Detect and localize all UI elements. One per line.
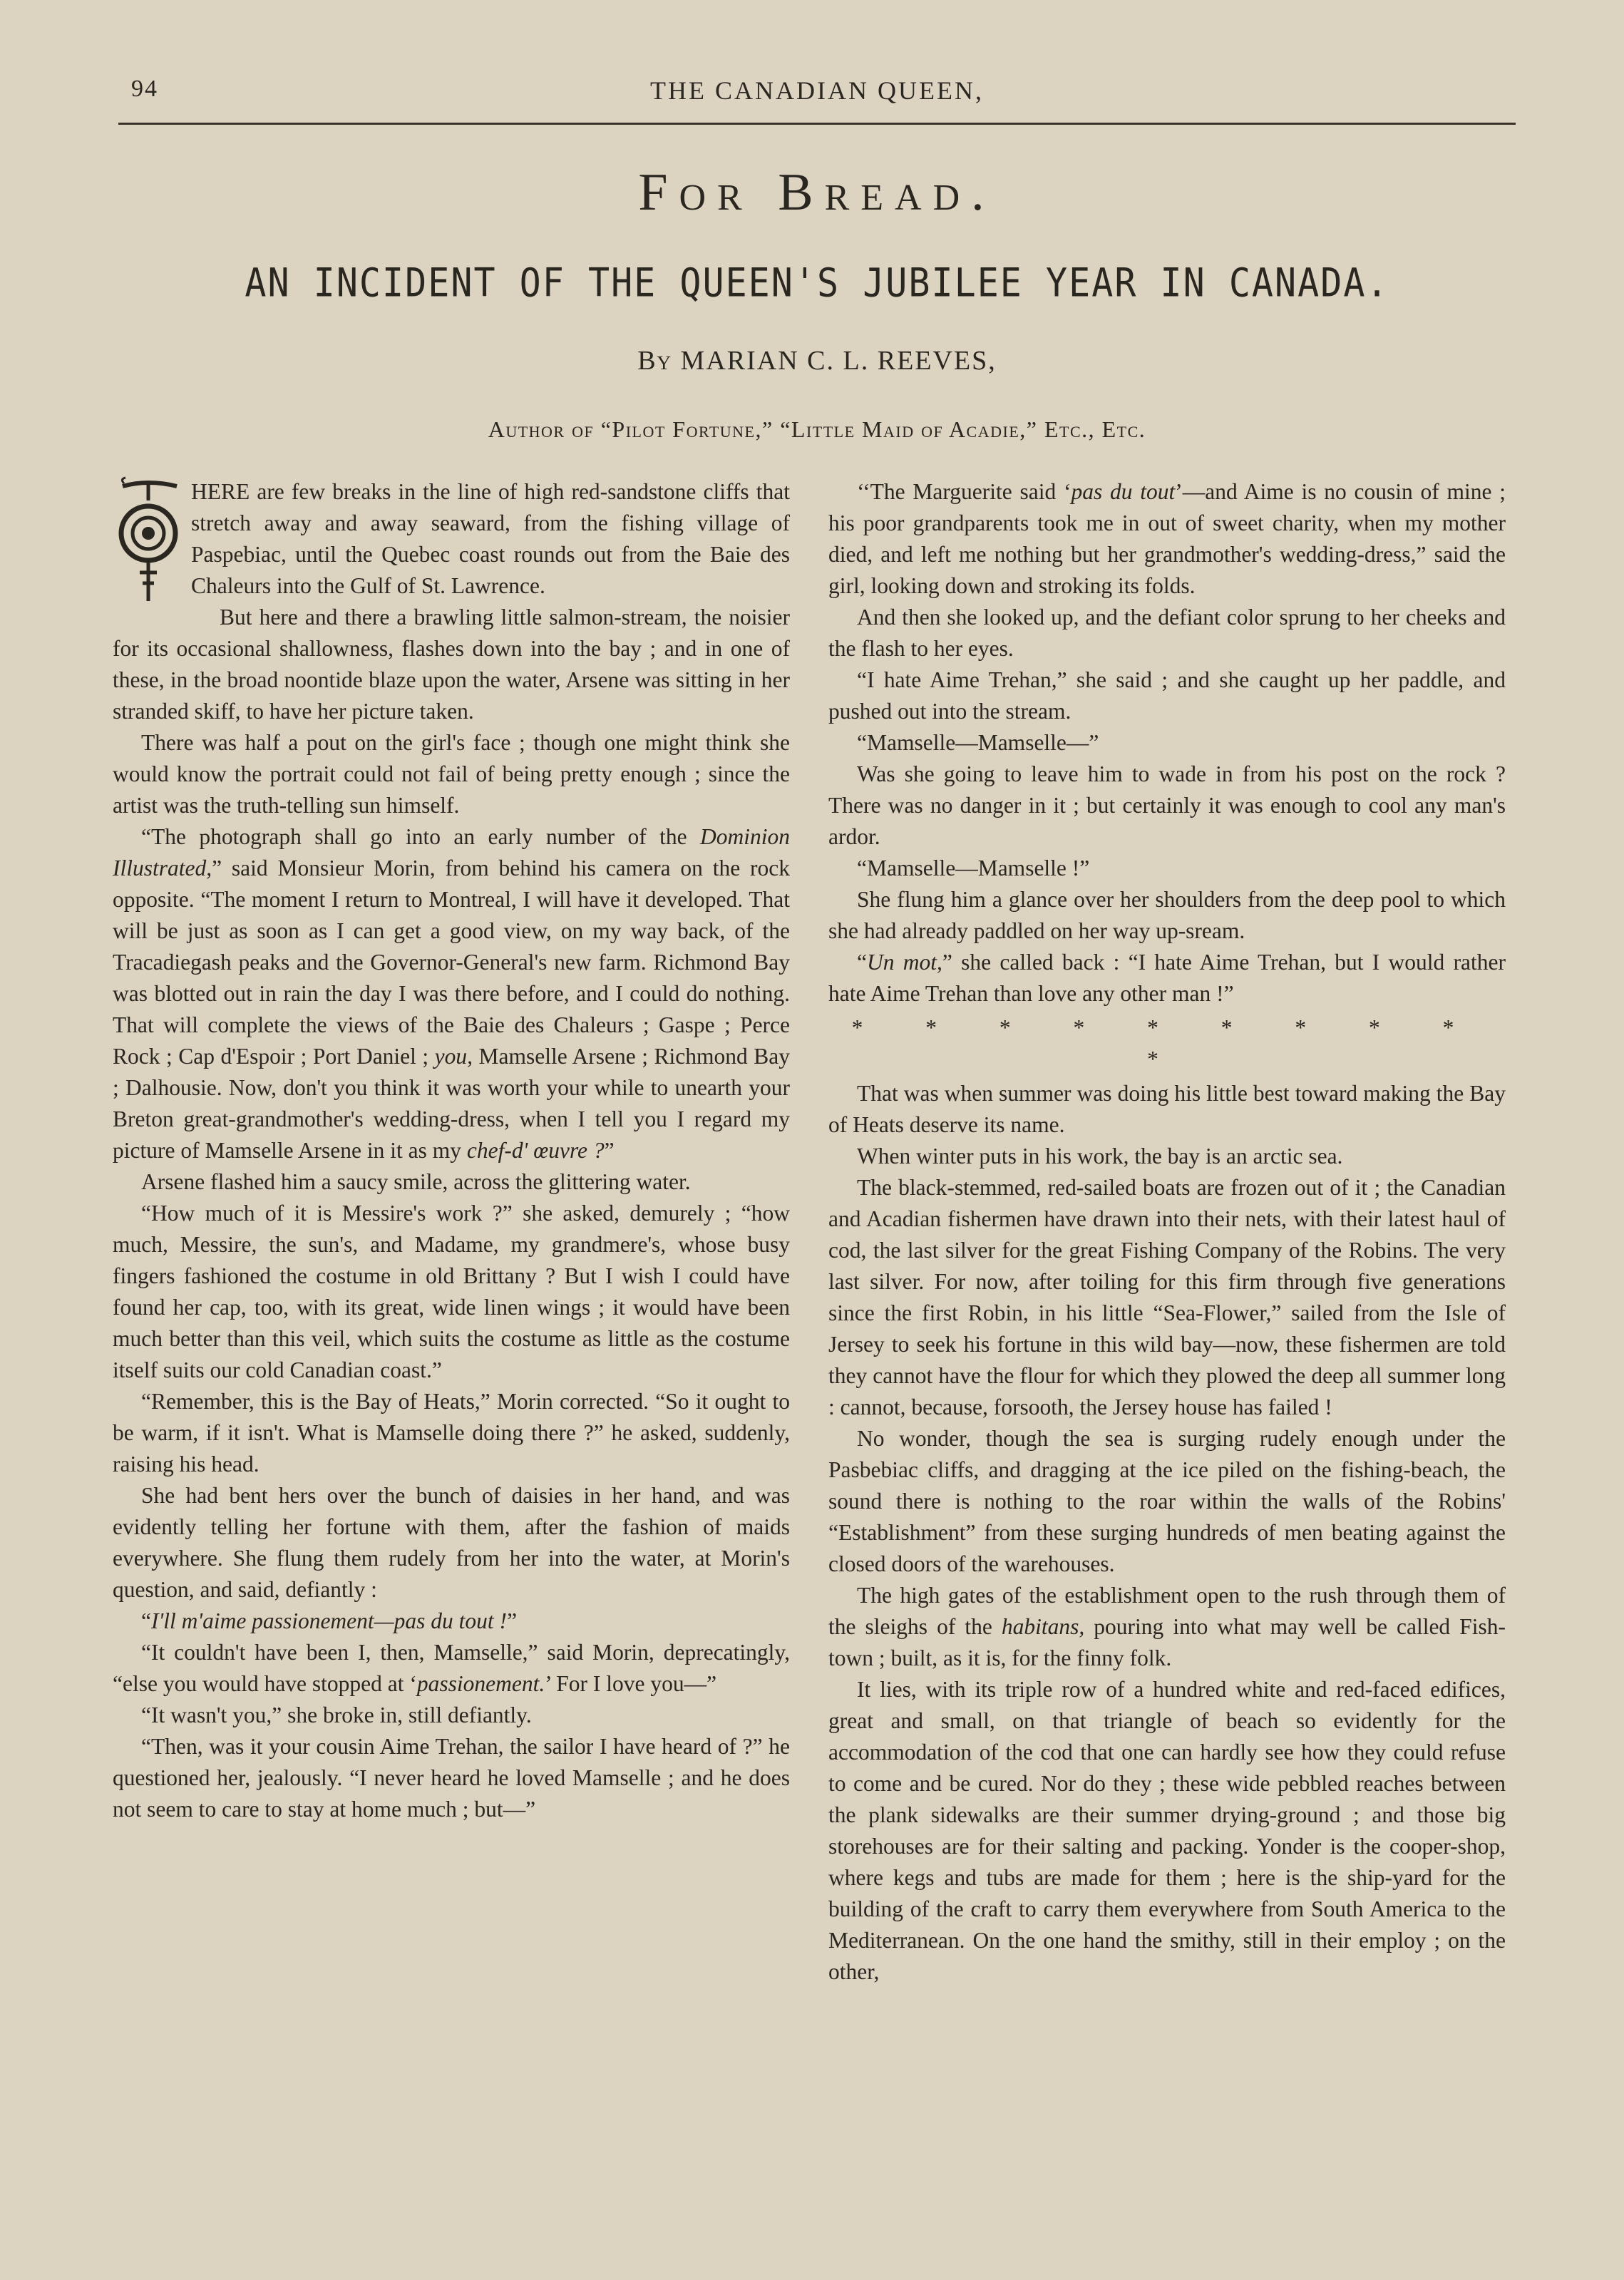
author-credits: Author of “Pilot Fortune,” “Little Maid of Acadie,” Etc., Etc. [488,416,1146,442]
paragraph: “I hate Aime Trehan,” she said ; and she caught up her paddle, and pushed out into the stream. [828,667,1506,724]
paragraph: “Un mot,” she called back : “I hate Aime Trehan, but I would rather hate Aime Trehan than love any other man !” [828,950,1506,1006]
paragraph: The black-stemmed, red-sailed boats are frozen out of it ; the Canadian and Acadian fishermen have drawn into their nets, with their latest haul of cod, the last silver for the great Fishing Company of the Robins. The very last silver. For now, after toiling for this firm through five generations since the first Robin, in his little “Sea-Flower,” sailed from the Isle of Jersey to seek his fortune in this wild bay—now, these fishermen are told they cannot have the flour for which they plowed the deep all summer long : cannot, because, forsooth, the Jersey house has failed ! [828,1175,1506,1419]
paragraph: But here and there a brawling little salmon-stream, the noisier for its occasional shallowness, flashes down into the bay ; and in one of these, in the broad noontide blaze upon the water, Arsene was sitting in her stranded skiff, to have her picture taken. [113,605,790,724]
paragraph: HERE are few breaks in the line of high red-sandstone cliffs that stretch away and away seaward, from the fishing village of Paspebiac, until the Quebec coast rounds out from the Baie des Chaleurs into the Gulf of St. Lawrence. [113,476,790,602]
paragraph: “It couldn't have been I, then, Mamselle,” said Morin, deprecatingly, “else you would have stopped at ‘passionement.’ For I love you—” [113,1640,790,1696]
ornamental-drop-cap-icon [113,476,184,605]
paragraph: When winter puts in his work, the bay is an arctic sea. [857,1144,1343,1169]
paragraph: “How much of it is Messire's work ?” she asked, demurely ; “how much, Messire, the sun's, and Madame, my grandmere's, whose busy fingers fashioned the costume in old Brittany ? But I wish I could have found her cap, too, with its great, wide linen wings ; it would have been much better than this veil, which suits the costume as little as the costume itself suits our cold Canadian coast.” [113,1201,790,1382]
paragraph: No wonder, though the sea is surging rudely enough under the Pasbebiac cliffs, and dragging at the ice piled on the fishing-beach, the sound there is nothing to the roar within the walls of the Robins' “Establishment” from these surging hundreds of men beating against the closed doors of the warehouses. [828,1426,1506,1576]
paragraph: “Mamselle—Mamselle—” [857,730,1099,755]
byline: By MARIAN C. L. REEVES, [637,346,997,376]
paragraph: There was half a pout on the girl's face ; though one might think she would know the portrait could not fail of being pretty enough ; since the artist was the truth-telling sun himself. [113,730,790,818]
paragraph: She flung him a glance over her shoulders from the deep pool to which she had already paddled on her way up-sream. [828,887,1506,943]
section-break-stars: * * * * * * * * * * [851,1015,1483,1072]
paragraph: It lies, with its triple row of a hundred white and red-faced edifices, great and small, on that triangle of beach so evidently for the accommodation of the cod that one can hardly see how they could refuse to come and be cured. Nor do they ; these wide pebbled reaches between the plank sidewalks are their summer drying-ground ; and those big storehouses are for their salting and packing. Yonder is the cooper-shop, where kegs and tubs are made for them ; here is the ship-yard for the building of the craft to carry them everywhere from South America to the Mediterranean. On the one hand the smithy, still in their employ ; on the other, [828,1677,1506,1984]
left-column [113,476,790,1825]
running-head: THE CANADIAN QUEEN, [650,76,984,105]
paragraph: “The photograph shall go into an early number of the Dominion Illustrated,” said Monsieur Morin, from behind his camera on the rock opposite. “The moment I return to Montreal, I will have it developed. That will be just as soon as I can get a good view, on my way back, of the Tracadiegash peaks and the Governor-General's new farm. Richmond Bay was blotted out in rain the day I was there before, and I could do nothing. That will complete the views of the Baie des Chaleurs ; Gaspe ; Perce Rock ; Cap d'Espoir ; Port Daniel ; you, Mamselle Arsene ; Richmond Bay ; Dalhousie. Now, don't you think it was worth your while to unearth your Breton great-grandmother's wedding-dress, when I tell you I regard my picture of Mamselle Arsene in it as my chef-d' œuvre ?” [113,824,790,1163]
article-subtitle: AN INCIDENT OF THE QUEEN'S JUBILEE YEAR IN CANADA. [245,260,1389,306]
right-column [828,476,1506,1988]
paragraph: The high gates of the establishment open to the rush through them of the sleighs of the habitans, pouring into what may well be called Fish-town ; built, as it is, for the finny folk. [828,1583,1506,1670]
paragraph: “It wasn't you,” she broke in, still defiantly. [141,1703,532,1727]
paragraph: That was when summer was doing his little best toward making the Bay of Heats deserve its name. [828,1081,1506,1137]
paragraph: “Remember, this is the Bay of Heats,” Morin corrected. “So it ought to be warm, if it isn't. What is Mamselle doing there ?” he asked, suddenly, raising his head. [113,1389,790,1477]
paragraph: She had bent hers over the bunch of daisies in her hand, and was evidently telling her fortune with them, after the fashion of maids everywhere. She flung them rudely from her into the water, at Morin's question, and said, defiantly : [113,1483,790,1602]
header-rule [118,123,1516,125]
paragraph: “I'll m'aime passionement—pas du tout !” [141,1608,518,1633]
article-title: For Bread. [638,163,996,222]
page-header [118,68,1516,111]
paragraph: “Then, was it your cousin Aime Trehan, the sailor I have heard of ?” he questioned her, jealously. “I never heard he loved Mamselle ; and he does not seem to care to stay at home much ; but—” [113,1734,790,1822]
paragraph: And then she looked up, and the defiant color sprung to her cheeks and the flash to her eyes. [828,605,1506,661]
page-number: 94 [131,76,158,102]
paragraph: “Mamselle—Mamselle !” [857,856,1090,880]
paragraph: Was she going to leave him to wade in from his post on the rock ? There was no danger in it ; but certainly it was enough to cool any man's ardor. [828,761,1506,849]
paragraph: Arsene flashed him a saucy smile, across the glittering water. [141,1169,691,1194]
paragraph: ‘‘The Marguerite said ‘pas du tout’—and Aime is no cousin of mine ; his poor grandparents took me in out of sweet charity, when my mother died, and left me nothing but her grandmother's wedding-dress,” said the girl, looking down and stroking its folds. [828,479,1506,598]
